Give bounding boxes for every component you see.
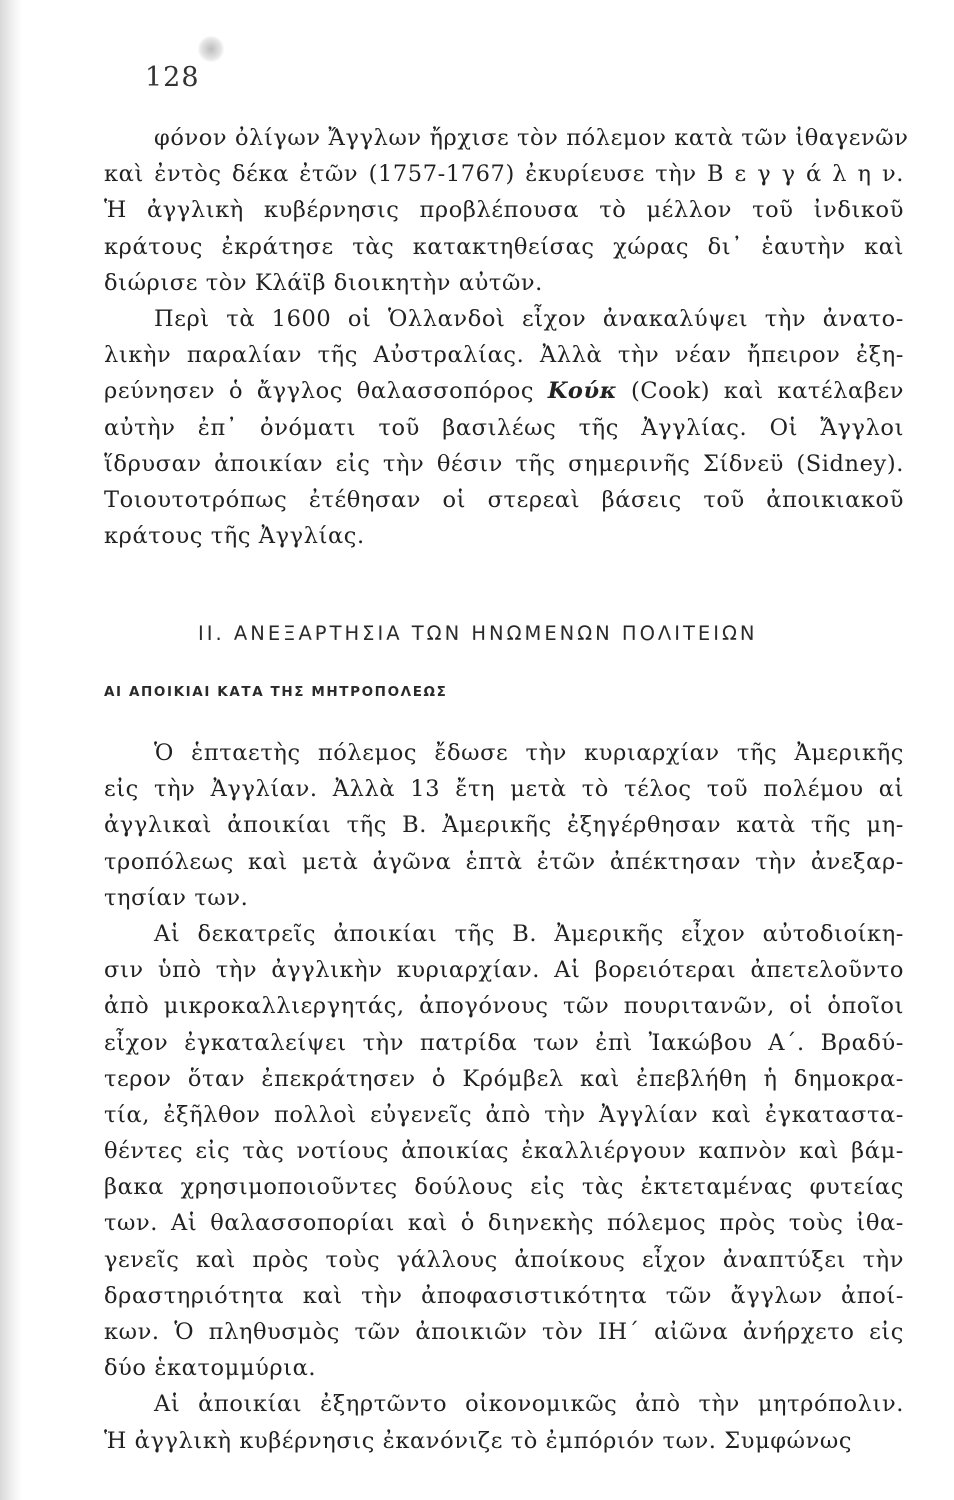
text-line: κράτους ἐκράτησε τὰς κατακτηθείσας χώρας δι᾿ ἑαυτὴν καὶ	[104, 233, 904, 260]
text-line: εἶχον ἐγκαταλείψει τὴν πατρίδα των ἐπὶ Ἰακώβου Α΄. Βραδύ-	[104, 1029, 904, 1056]
text-line: δραστηριότητα καὶ τὴν ἀποφασιστικότητα τῶν ἄγγλων ἀποί-	[104, 1282, 904, 1309]
text-line: αὐτὴν ἐπ᾿ ὀνόματι τοῦ βασιλέως τῆς Ἀγγλίας. Οἱ Ἄγγλοι	[104, 414, 904, 441]
text-line: δύο ἑκατομμύρια.	[104, 1355, 317, 1382]
text-line: τερον ὅταν ἐπεκράτησεν ὁ Κρόμβελ καὶ ἐπεβλήθη ἡ δημοκρα-	[104, 1065, 904, 1092]
text-line: Αἱ δεκατρεῖς ἀποικίαι τῆς Β. Ἀμερικῆς εἶχον αὐτοδιοίκη-	[154, 920, 904, 947]
text-line: εἰς τὴν Ἀγγλίαν. Ἀλλὰ 13 ἔτη μετὰ τὸ τέλος τοῦ πολέμου αἱ	[104, 776, 904, 803]
text-line: λικὴν παραλίαν τῆς Αὐστραλίας. Ἀλλὰ τὴν νέαν ἤπειρον ἐξη-	[104, 342, 904, 369]
text-line: σιν ὑπὸ τὴν ἀγγλικὴν κυριαρχίαν. Αἱ βορειότεραι ἀπετελοῦντο	[104, 957, 904, 984]
section-heading: II. ΑΝΕΞΑΡΤΗΣΙΑ ΤΩΝ ΗΝΩΜΕΝΩΝ ΠΟΛΙΤΕΙΩΝ	[198, 622, 758, 645]
text-line: ρεύνησεν ὁ ἄγγλος θαλασσοπόρος Κούκ (Cook) καὶ κατέλαβεν	[104, 378, 904, 405]
text-line: διώρισε τὸν Κλάϊβ διοικητὴν αὐτῶν.	[104, 269, 543, 296]
text-line: κων. Ὁ πληθυσμὸς τῶν ἀποικιῶν τὸν ΙΗ΄ αἰῶνα ἀνήρχετο εἰς	[104, 1319, 904, 1345]
text-line: Αἱ ἀποικίαι ἐξηρτῶντο οἰκονομικῶς ἀπὸ τὴν μητρόπολιν.	[154, 1391, 904, 1418]
text-line: ἵδρυσαν ἀποικίαν εἰς τὴν θέσιν τῆς σημερινῆς Σίδνεϋ (Sidney).	[104, 450, 904, 477]
ink-smudge	[198, 36, 224, 62]
text-line: των. Αἱ θαλασσοπορίαι καὶ ὁ διηνεκὴς πόλεμος πρὸς τοὺς ἰθα-	[104, 1210, 904, 1237]
text-line: καὶ ἐντὸς δέκα ἐτῶν (1757-1767) ἐκυρίευσε τὴν Β ε γ γ ά λ η ν.	[104, 161, 904, 188]
text-line: ἀπὸ μικροκαλλιεργητάς, ἀπογόνους τῶν πουριτανῶν, οἱ ὁποῖοι	[104, 993, 904, 1020]
text-line: βακα χρησιμοποιοῦντες δούλους εἰς τὰς ἐκτεταμένας φυτείας	[104, 1174, 904, 1201]
text-line: τησίαν των.	[104, 884, 249, 911]
text-line: Ἡ ἀγγλικὴ κυβέρνησις προβλέπουσα τὸ μέλλον τοῦ ἰνδικοῦ	[104, 197, 904, 224]
text-line: ἀγγλικαὶ ἀποικίαι τῆς Β. Ἀμερικῆς ἐξηγέρθησαν κατὰ τῆς μη-	[104, 812, 904, 839]
text-line: τία, ἐξῆλθον πολλοὶ εὐγενεῖς ἀπὸ τὴν Ἀγγλίαν καὶ ἐγκαταστα-	[104, 1101, 904, 1128]
text-line: θέντες εἰς τὰς νοτίους ἀποικίας ἐκαλλιέργουν καπνὸν καὶ βάμ-	[104, 1138, 904, 1165]
text-line: Περὶ τὰ 1600 οἱ Ὁλλανδοὶ εἶχον ἀνακαλύψει τὴν ἀνατο-	[154, 305, 904, 332]
text-line: γενεῖς καὶ πρὸς τοὺς γάλλους ἀποίκους εἶχον ἀναπτύξει τὴν	[104, 1246, 904, 1273]
subheading: ΑΙ ΑΠΟΙΚΙΑΙ ΚΑΤΑ ΤΗΣ ΜΗΤΡΟΠΟΛΕΩΣ	[104, 684, 448, 700]
scan-edge-shadow	[0, 0, 22, 1500]
text-line: Ἡ ἀγγλικὴ κυβέρνησις ἐκανόνιζε τὸ ἐμπόριόν των. Συμφώνως	[104, 1427, 853, 1454]
page-number: 128	[145, 62, 200, 93]
text-block-bottom	[104, 735, 904, 1459]
emphasized-name: Κούκ	[547, 378, 618, 405]
text-line: κράτους τῆς Ἀγγλίας.	[104, 523, 365, 550]
text-block-top	[104, 120, 909, 554]
text-line: Τοιουτοτρόπως ἐτέθησαν οἱ στερεαὶ βάσεις τοῦ ἀποικιακοῦ	[104, 486, 904, 513]
text-line: φόνον ὀλίγων Ἄγγλων ἤρχισε τὸν πόλεμον κατὰ τῶν ἰθαγενῶν	[154, 125, 909, 151]
text-line: τροπόλεως καὶ μετὰ ἀγῶνα ἑπτὰ ἐτῶν ἀπέκτησαν τὴν ἀνεξαρ-	[104, 848, 904, 875]
text-line: Ὁ ἑπταετὴς πόλεμος ἔδωσε τὴν κυριαρχίαν τῆς Ἀμερικῆς	[154, 740, 904, 766]
